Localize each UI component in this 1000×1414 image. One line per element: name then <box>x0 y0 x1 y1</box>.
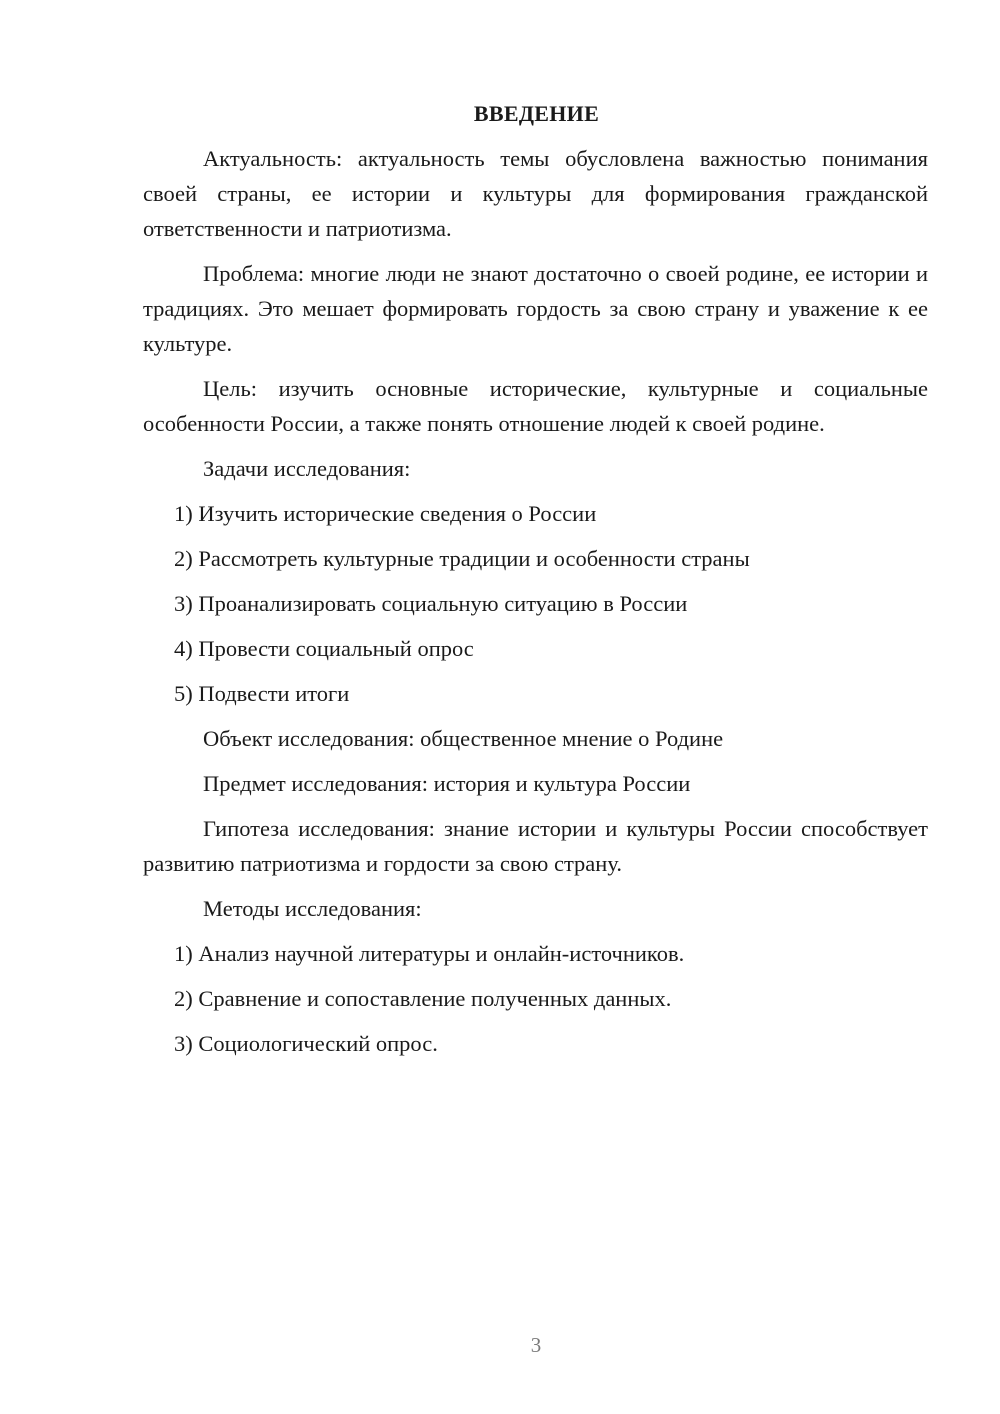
methods-heading: Методы исследования: <box>203 896 422 921</box>
hypothesis-paragraph: Гипотеза исследования: знание истории и культуры России способствует развитию патриотизма и гордости за свою страну. <box>143 816 928 876</box>
relevance-paragraph: Актуальность: актуальность темы обусловлена важностью понимания своей страны, ее истории и культуры для формирования гражданской ответственности и патриотизма. <box>143 146 928 241</box>
object-line: Объект исследования: общественное мнение о Родине <box>203 726 724 751</box>
subject-line: Предмет исследования: история и культура России <box>203 771 691 796</box>
list-item: 3) Социологический опрос. <box>174 1031 438 1056</box>
list-item: 1) Анализ научной литературы и онлайн-источников. <box>174 941 685 966</box>
goal-paragraph: Цель: изучить основные исторические, культурные и социальные особенности России, а также понять отношение людей к своей родине. <box>143 376 928 436</box>
list-item: 3) Проанализировать социальную ситуацию в России <box>174 591 688 616</box>
list-item: 2) Сравнение и сопоставление полученных данных. <box>174 986 672 1011</box>
list-item: 2) Рассмотреть культурные традиции и особенности страны <box>174 546 750 571</box>
list-item: 4) Провести социальный опрос <box>174 636 474 661</box>
document-body <box>143 96 928 1071</box>
page-number: 3 <box>530 1333 542 1357</box>
section-title: ВВЕДЕНИЕ <box>473 101 600 126</box>
list-item: 5) Подвести итоги <box>174 681 350 706</box>
problem-paragraph: Проблема: многие люди не знают достаточно о своей родине, ее истории и традициях. Это мешает формировать гордость за свою страну и уважение к ее культуре. <box>143 261 928 356</box>
list-item: 1) Изучить исторические сведения о России <box>174 501 597 526</box>
methods-list <box>143 936 928 1061</box>
tasks-heading: Задачи исследования: <box>203 456 411 481</box>
tasks-list <box>143 496 928 711</box>
